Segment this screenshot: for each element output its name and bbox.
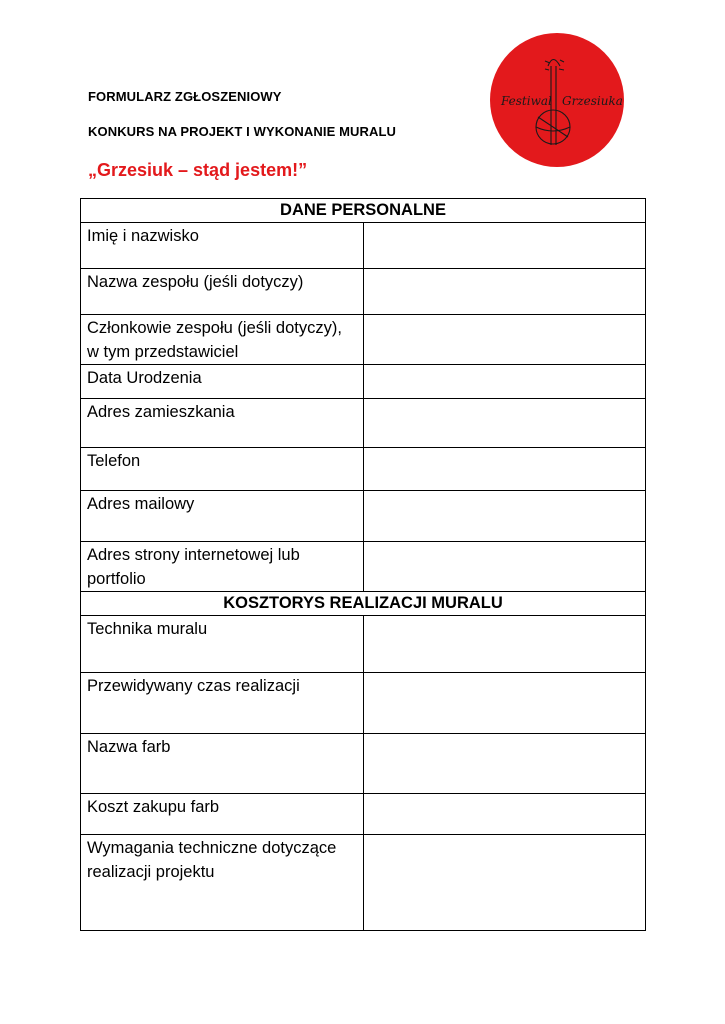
field-value-birth-date[interactable] <box>364 365 646 399</box>
festival-logo <box>490 33 624 167</box>
section-title-personal: DANE PERSONALNE <box>81 199 646 223</box>
field-value-paint-name[interactable] <box>364 734 646 794</box>
field-value-paint-cost[interactable] <box>364 794 646 835</box>
field-value-email[interactable] <box>364 491 646 542</box>
field-label: Nazwa farb <box>81 734 364 794</box>
application-form-table <box>80 198 646 931</box>
table-row <box>81 616 646 673</box>
contest-motto: „Grzesiuk – stąd jestem!” <box>88 160 308 180</box>
field-label: Telefon <box>81 448 364 491</box>
table-row <box>81 399 646 448</box>
field-value-website[interactable] <box>364 542 646 592</box>
section-header-row <box>81 592 646 616</box>
table-row <box>81 365 646 399</box>
form-title: FORMULARZ ZGŁOSZENIOWY <box>88 89 282 104</box>
field-value-phone[interactable] <box>364 448 646 491</box>
field-label: Nazwa zespołu (jeśli dotyczy) <box>81 269 364 315</box>
table-row <box>81 835 646 931</box>
table-row <box>81 491 646 542</box>
field-label: Koszt zakupu farb <box>81 794 364 835</box>
field-label: Wymagania techniczne dotyczące realizacji projektu <box>81 835 364 931</box>
field-value-name[interactable] <box>364 223 646 269</box>
field-value-technical-requirements[interactable] <box>364 835 646 931</box>
logo-text-left: Festiwal <box>501 94 552 108</box>
field-value-team-name[interactable] <box>364 269 646 315</box>
field-value-address[interactable] <box>364 399 646 448</box>
table-row <box>81 794 646 835</box>
field-label: Adres mailowy <box>81 491 364 542</box>
table-row <box>81 269 646 315</box>
field-label: Adres strony internetowej lub portfolio <box>81 542 364 592</box>
field-value-duration[interactable] <box>364 673 646 734</box>
table-row <box>81 673 646 734</box>
field-label: Adres zamieszkania <box>81 399 364 448</box>
field-label: Imię i nazwisko <box>81 223 364 269</box>
section-title-costs: KOSZTORYS REALIZACJI MURALU <box>81 592 646 616</box>
table-row <box>81 448 646 491</box>
table-row <box>81 542 646 592</box>
field-label: Data Urodzenia <box>81 365 364 399</box>
section-header-row <box>81 199 646 223</box>
banjo-icon <box>490 33 624 167</box>
field-value-team-members[interactable] <box>364 315 646 365</box>
contest-title: KONKURS NA PROJEKT I WYKONANIE MURALU <box>88 124 396 139</box>
field-value-technique[interactable] <box>364 616 646 673</box>
field-label: Przewidywany czas realizacji <box>81 673 364 734</box>
field-label: Technika muralu <box>81 616 364 673</box>
table-row <box>81 223 646 269</box>
field-label: Członkowie zespołu (jeśli dotyczy), w tym przedstawiciel <box>81 315 364 365</box>
table-row <box>81 734 646 794</box>
logo-text-right: Grzesiuka <box>562 94 623 108</box>
table-row <box>81 315 646 365</box>
